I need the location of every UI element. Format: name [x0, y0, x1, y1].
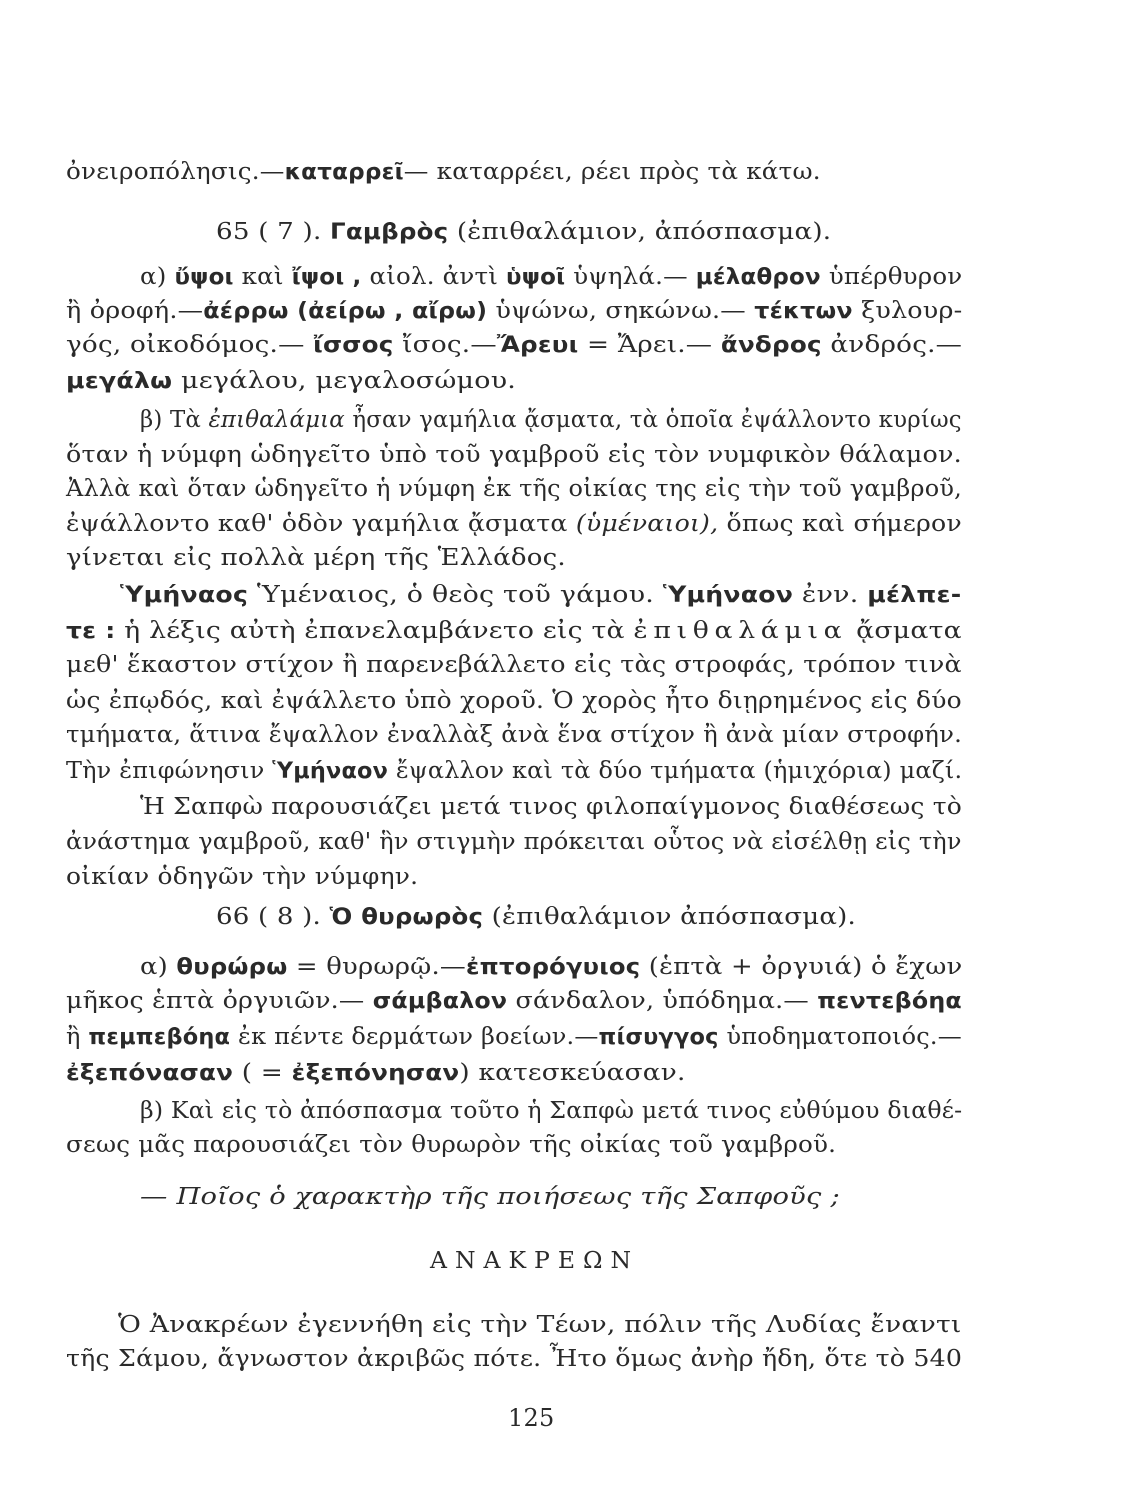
bold-term: Ὁ θυρωρὸς: [329, 905, 484, 930]
text-line: [140, 403, 962, 435]
bold-term: Ὑμήναον: [662, 583, 794, 608]
text-run: ὑψηλά.—: [565, 262, 696, 290]
text-line: [66, 472, 962, 504]
text-run: Ἀλλὰ καὶ ὅταν ὡδηγεῖτο ἡ νύμφη ἐκ τῆς οἰκίας της εἰς τὴν τοῦ γαμβροῦ,: [66, 474, 962, 502]
text-run: καὶ: [233, 262, 292, 290]
text-run: μῆκος ἑπτὰ ὀργυιῶν.—: [66, 986, 373, 1014]
text-run: α): [140, 262, 175, 290]
text-run: ἔψαλλον καὶ τὰ δύο τμήματα (ἡμιχόρια) μαζί.: [388, 756, 963, 784]
text-line: [66, 684, 962, 716]
bold-term: θυρώρω: [176, 955, 288, 980]
text-run: 65 ( 7 ).: [216, 217, 331, 245]
text-run: ὑψώνω, σηκώνω.—: [487, 296, 755, 324]
text-line: [140, 1094, 962, 1126]
text-run: ὀνειροπόλησις.—: [66, 157, 285, 185]
text-run: γίνεται εἰς πολλὰ μέρη τῆς Ἑλλάδος.: [66, 543, 566, 571]
text-run: ἡ λέξις αὐτὴ ἐπανελαμβάνετο εἰς τὰ: [115, 616, 634, 644]
bold-term: πίσυγγος: [598, 1025, 719, 1050]
bold-term: Ὑμήναος: [120, 583, 249, 608]
text-line: [66, 984, 962, 1018]
text-run: ἢ: [66, 1022, 89, 1050]
text-run: ἢ ὀροφή.—: [66, 296, 204, 324]
text-line: [66, 294, 962, 328]
text-line: [66, 541, 566, 573]
text-run: ὑποδηματοποιός.—: [718, 1022, 962, 1050]
text-line: [66, 438, 962, 470]
text-run: ( =: [233, 1058, 292, 1086]
bold-term: μέλπε-: [867, 583, 962, 608]
text-run: ξυλουρ-: [852, 296, 963, 324]
italic-text: — Ποῖος ὁ χαρακτὴρ τῆς ποιήσεως τῆς Σαπφοῦς ;: [140, 1182, 840, 1210]
text-run: ) κατεσκεύασαν.: [459, 1058, 686, 1086]
text-line: [66, 1020, 962, 1054]
text-line: [66, 1128, 836, 1160]
text-line: [66, 1056, 686, 1090]
bold-term: ἄνδρος: [720, 333, 822, 358]
italic-text: (ὑμέναιοι),: [575, 509, 719, 537]
text-run: σεως μᾶς παρουσιάζει τὸν θυρωρὸν τῆς οἰκίας τοῦ γαμβροῦ.: [66, 1130, 837, 1158]
text-line: [66, 860, 418, 892]
text-line: [120, 578, 961, 612]
bold-term: τέκτων: [754, 299, 853, 324]
text-line: [66, 614, 962, 648]
text-line: [66, 328, 962, 362]
text-line: [66, 648, 962, 680]
text-run: — καταρρέει, ρέει πρὸς τὰ κάτω.: [403, 157, 821, 185]
text-run: ἐνν.: [793, 580, 868, 608]
text-run: ὡς ἐπῳδός, καὶ ἐψάλλετο ὑπὸ χοροῦ. Ὁ χορὸς ἦτο διῃρημένος εἰς δύο: [66, 686, 962, 714]
text-run: 66 ( 8 ).: [216, 902, 330, 930]
bold-term: καταρρεῖ: [284, 160, 404, 185]
italic-text: ἐπιθαλάμια: [208, 405, 345, 433]
text-run: ἦσαν γαμήλια ᾄσματα, τὰ ὁποῖα ἐψάλλοντο κυρίως: [344, 405, 962, 433]
bold-term: ἐξεπόνησαν: [291, 1061, 460, 1086]
bold-term: μεγάλω: [66, 369, 173, 394]
text-run: ἴσος.—: [393, 330, 497, 358]
text-run: = Ἄρει.—: [578, 330, 721, 358]
text-run: τῆς Σάμου, ἄγνωστον ἀκριβῶς πότε. Ἦτο ὅμως ἀνὴρ ἤδη, ὅτε τὸ 540: [66, 1344, 963, 1372]
page-number-text: 125: [508, 1404, 555, 1432]
bold-term: ἀέρρω (ἀείρω , αἴρω): [203, 299, 488, 324]
section-heading-66: [216, 900, 856, 934]
text-run: ὑπέρθυρον: [820, 262, 963, 290]
bold-term: ἴσσος: [313, 333, 394, 358]
bold-term: τε :: [66, 619, 116, 644]
text-line: [66, 155, 821, 189]
bold-term: ἴψοι ,: [291, 265, 362, 290]
text-line: [66, 754, 962, 788]
text-line: [66, 718, 962, 750]
text-run: σάνδαλον, ὑπόδημα.—: [507, 986, 818, 1014]
text-run: ἐκ πέντε δερμάτων βοείων.—: [230, 1022, 599, 1050]
text-run: οἰκίαν ὁδηγῶν τὴν νύμφην.: [66, 862, 419, 890]
text-run: Ἡ Σαπφὼ παρουσιάζει μετά τινος φιλοπαίγμονος διαθέσεως τὸ: [140, 792, 963, 820]
text-run: (ἐπιθαλάμιον ἀπόσπασμα).: [483, 902, 857, 930]
text-run: Ὑμέναιος, ὁ θεὸς τοῦ γάμου.: [248, 580, 663, 608]
text-run: ἀνδρός.—: [821, 330, 963, 358]
text-run: α): [140, 952, 177, 980]
bold-term: πεμπεβόηα: [88, 1025, 231, 1050]
text-line: [66, 364, 516, 398]
text-run: Ὁ Ἀνακρέων ἐγεννήθη εἰς τὴν Τέων, πόλιν τῆς Λυδίας ἔναντι: [118, 1310, 962, 1338]
text-run: ὅταν ἡ νύμφη ὡδηγεῖτο ὑπὸ τοῦ γαμβροῦ εἰς τὸν νυμφικὸν θάλαμον.: [66, 440, 962, 468]
chapter-heading: [430, 1244, 639, 1276]
page-number: [508, 1402, 554, 1434]
bold-term: ἐξεπόνασαν: [66, 1061, 234, 1086]
bold-term: Ἄρευι: [496, 333, 579, 358]
section-heading-65: [216, 215, 831, 249]
bold-term: πεντεβόηα: [817, 989, 962, 1014]
bold-term: Γαμβρὸς: [330, 220, 449, 245]
text-run: (ἐπιθαλάμιον, ἀπόσπασμα).: [448, 217, 832, 245]
text-run: ᾄσματα: [847, 616, 962, 644]
bold-term: ὔψοι: [174, 265, 234, 290]
text-line: [118, 1308, 962, 1340]
text-run: = θυρωρῷ.—: [287, 952, 466, 980]
text-line: [140, 790, 962, 822]
text-run: μεγάλου, μεγαλοσώμου.: [172, 366, 517, 394]
text-line: [66, 1342, 962, 1374]
text-line: [66, 825, 962, 857]
text-run: β) Τὰ: [140, 405, 209, 433]
text-line: [140, 950, 962, 984]
text-run: τμήματα, ἅτινα ἔψαλλον ἐναλλὰξ ἀνὰ ἕνα στίχον ἢ ἀνὰ μίαν στροφήν.: [66, 720, 963, 748]
text-line: [66, 507, 962, 539]
question-line: [140, 1180, 840, 1212]
bold-term: μέλαθρον: [695, 265, 821, 290]
text-run: Τὴν ἐπιφώνησιν: [66, 756, 273, 784]
text-line: [140, 260, 962, 294]
text-run: ἀνάστημα γαμβροῦ, καθ' ἣν στιγμὴν πρόκειται οὗτος νὰ εἰσέλθῃ εἰς τὴν: [66, 827, 962, 855]
bold-term: Ὑμήναον: [272, 759, 389, 784]
text-run: (ἑπτὰ + ὀργυιά) ὁ ἔχων: [640, 952, 963, 980]
heading-text: ΑΝΑΚΡΕΩΝ: [430, 1246, 640, 1274]
bold-term: σάμβαλον: [372, 989, 508, 1014]
bold-term: ἐπτορόγυιος: [465, 955, 641, 980]
spaced-term: ἐπιθαλάμια: [633, 616, 848, 644]
text-run: β) Καὶ εἰς τὸ ἀπόσπασμα τοῦτο ἡ Σαπφὼ μετά τινος εὐθύμου διαθέ-: [140, 1096, 963, 1124]
text-run: αἰολ. ἀντὶ: [361, 262, 507, 290]
bold-term: ὑψοῖ: [506, 265, 566, 290]
text-run: γός, οἰκοδόμος.—: [66, 330, 314, 358]
text-run: ἐψάλλοντο καθ' ὁδὸν γαμήλια ᾄσματα: [66, 509, 576, 537]
text-run: μεθ' ἕκαστον στίχον ἢ παρενεβάλλετο εἰς τὰς στροφάς, τρόπον τινὰ: [66, 650, 962, 678]
text-run: ὅπως καὶ σήμερον: [718, 509, 962, 537]
